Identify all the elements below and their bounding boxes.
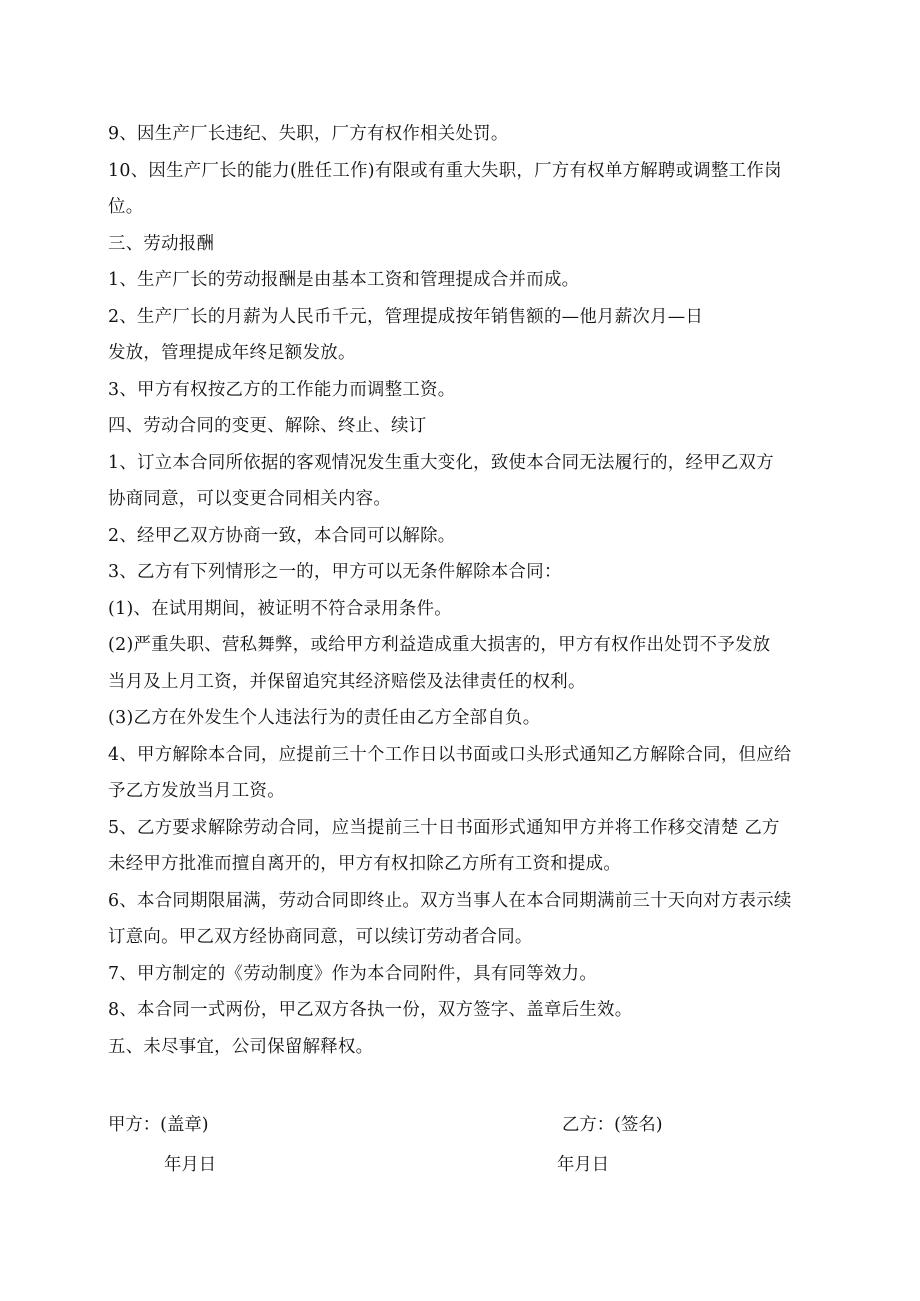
party-b-date: 年月日	[557, 1155, 610, 1175]
text-line: 5、乙方要求解除劳动合同，应当提前三十日书面形式通知甲方并将工作移交清楚 乙方	[108, 817, 780, 838]
text-line: 10、因生产厂长的能力(胜任工作)有限或有重大失职，厂方有权单方解聘或调整工作岗	[108, 160, 782, 181]
text-line: 9、因生产厂长违纪、失职，厂方有权作相关处罚。	[108, 124, 509, 144]
text-line: 6、本合同期限届满，劳动合同即终止。双方当事人在本合同期满前三十天向对方表示续	[108, 890, 792, 911]
contract-body	[108, 116, 820, 1065]
text-line: 2、生产厂长的月薪为人民币千元，管理提成按年销售额的—他月薪次月—日	[108, 306, 704, 327]
text-line: (2)严重失职、营私舞弊，或给甲方利益造成重大损害的，甲方有权作出处罚不予发放	[108, 635, 771, 655]
section-heading: 五、未尽事宜，公司保留解释权。	[108, 1036, 374, 1057]
text-line: 发放，管理提成年终足额发放。	[108, 343, 356, 363]
text-line: 7、甲方制定的《劳动制度》作为本合同附件，具有同等效力。	[108, 963, 598, 984]
text-line: 协商同意，可以变更合同相关内容。	[108, 489, 392, 509]
party-b-label: 乙方：(签名)	[562, 1115, 663, 1135]
text-line: 1、订立本合同所依据的客观情况发生重大变化，致使本合同无法履行的，经甲乙双方	[108, 452, 774, 473]
section-heading: 四、劳动合同的变更、解除、终止、续订	[108, 416, 427, 436]
party-a-label: 甲方：(盖章)	[108, 1115, 209, 1135]
text-line: (1)、在试用期间，被证明不符合录用条件。	[108, 598, 452, 619]
text-line: (3)乙方在外发生个人违法行为的责任由乙方全部自负。	[108, 708, 541, 728]
text-line: 2、经甲乙双方协商一致，本合同可以解除。	[108, 525, 456, 546]
party-a-date: 年月日	[164, 1155, 217, 1175]
text-line: 8、本合同一式两份，甲乙双方各执一份，双方签字、盖章后生效。	[108, 1000, 633, 1020]
section-heading: 三、劳动报酬	[108, 233, 215, 254]
text-line: 订意向。甲乙双方经协商同意，可以续订劳动者合同。	[108, 927, 533, 947]
text-line: 未经甲方批准而擅自离开的，甲方有权扣除乙方所有工资和提成。	[108, 854, 622, 874]
text-line: 当月及上月工资，并保留追究其经济赔偿及法律责任的权利。	[108, 671, 586, 692]
text-line: 4、甲方解除本合同，应提前三十个工作日以书面或口头形式通知乙方解除合同，但应给	[108, 744, 792, 765]
text-line: 予乙方发放当月工资。	[108, 781, 285, 801]
text-line: 3、乙方有下列情形之一的，甲方可以无条件解除本合同：	[108, 562, 562, 582]
text-line: 1、生产厂长的劳动报酬是由基本工资和管理提成合并而成。	[108, 270, 580, 290]
text-line: 位。	[108, 197, 144, 217]
text-line: 3、甲方有权按乙方的工作能力而调整工资。	[108, 379, 456, 400]
